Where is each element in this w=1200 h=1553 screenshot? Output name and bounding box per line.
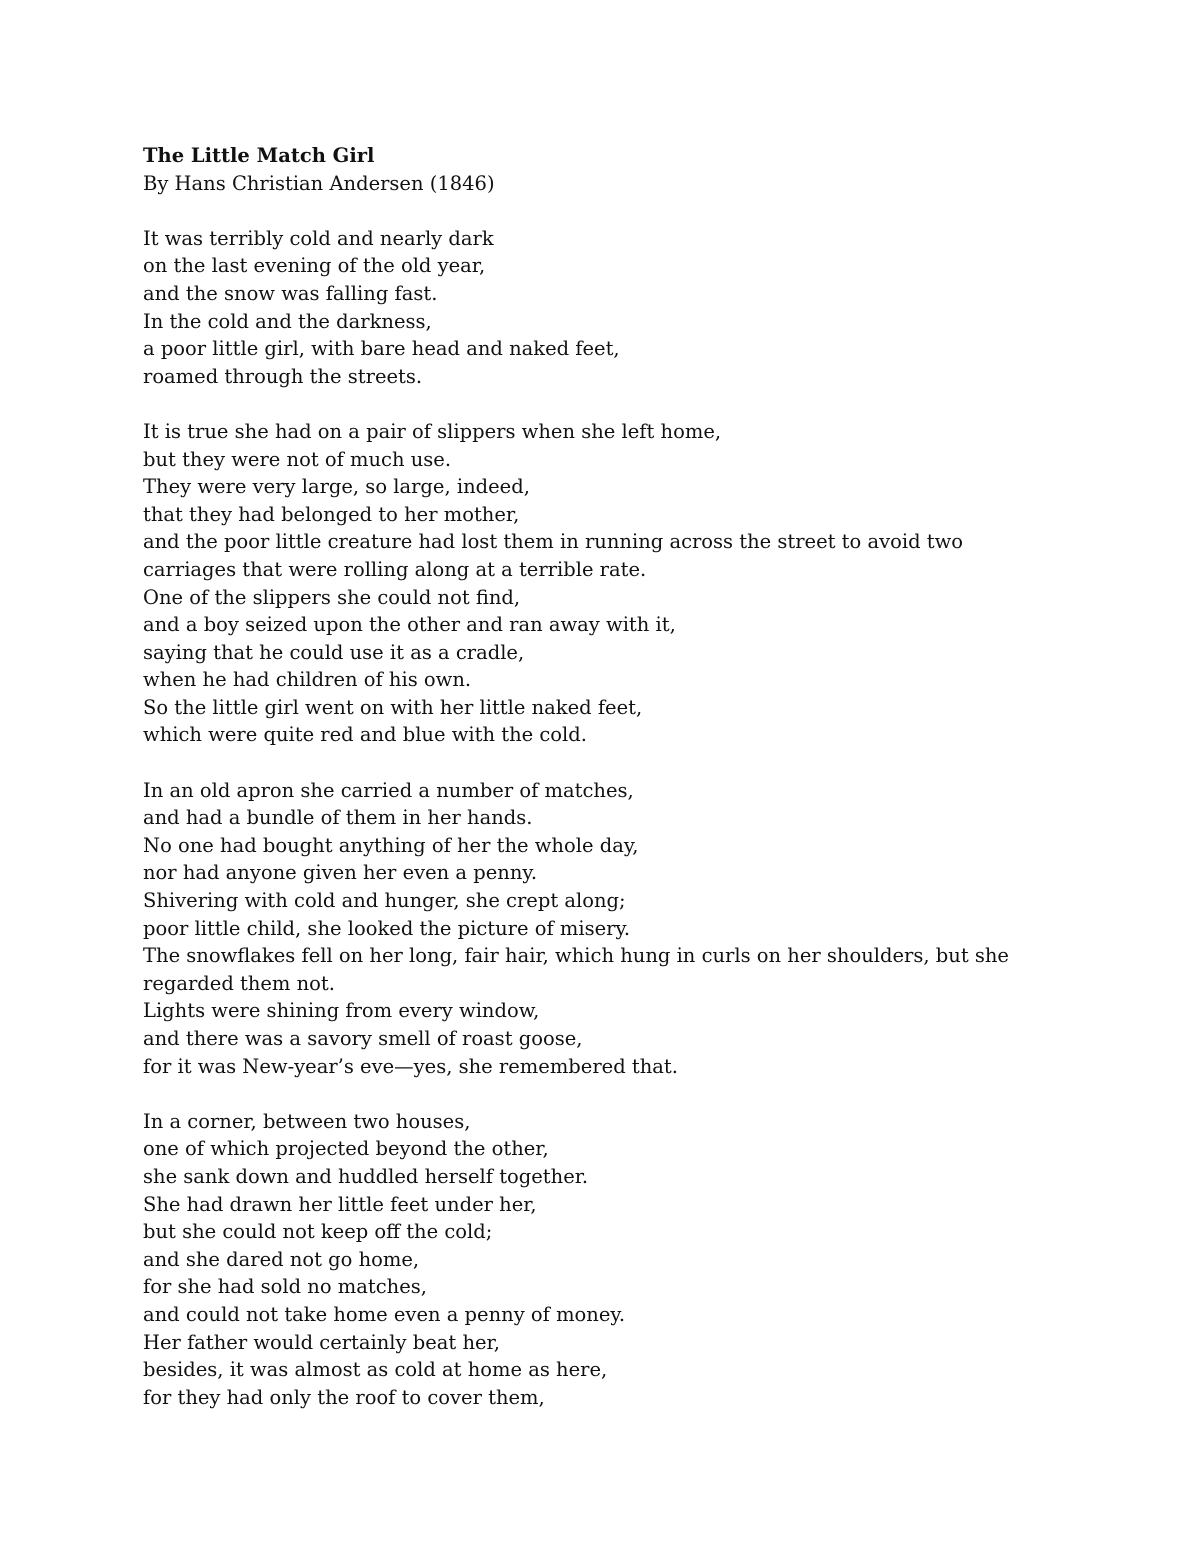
text-line: It was terribly cold and nearly dark [143, 226, 494, 250]
text-line: that they had belonged to her mother, [143, 502, 520, 526]
text-line: She had drawn her little feet under her, [143, 1192, 537, 1216]
text-line: regarded them not. [143, 971, 335, 995]
text-line: one of which projected beyond the other, [143, 1137, 549, 1161]
text-line: carriages that were rolling along at a terrible rate. [143, 557, 647, 581]
text-line: In the cold and the darkness, [143, 309, 432, 333]
text-line: for they had only the roof to cover them, [143, 1385, 545, 1409]
text-line: and could not take home even a penny of money. [143, 1302, 626, 1326]
text-line: It is true she had on a pair of slippers when she left home, [143, 419, 722, 443]
text-line: They were very large, so large, indeed, [143, 475, 530, 499]
text-line: Lights were shining from every window, [143, 999, 540, 1023]
text-line: for she had sold no matches, [143, 1275, 427, 1299]
text-line: The snowflakes fell on her long, fair hair, which hung in curls on her shoulders, but she [143, 944, 1009, 968]
document-byline: By Hans Christian Andersen (1846) [143, 171, 495, 195]
text-line: So the little girl went on with her little naked feet, [143, 695, 643, 719]
stanza-3 [143, 777, 1143, 1081]
text-line: and had a bundle of them in her hands. [143, 806, 533, 830]
text-line: nor had anyone given her even a penny. [143, 861, 538, 885]
text-line: Her father would certainly beat her, [143, 1330, 500, 1354]
text-line: but she could not keep off the cold; [143, 1220, 493, 1244]
text-line: but they were not of much use. [143, 447, 452, 471]
stanza-2 [143, 418, 1143, 749]
stanza-1 [143, 225, 1143, 391]
text-line: she sank down and huddled herself together. [143, 1164, 589, 1188]
text-line: roamed through the streets. [143, 364, 423, 388]
text-line: saying that he could use it as a cradle, [143, 640, 525, 664]
text-line: and she dared not go home, [143, 1247, 420, 1271]
stanza-4 [143, 1108, 1143, 1412]
text-line: when he had children of his own. [143, 668, 472, 692]
text-line: and there was a savory smell of roast goose, [143, 1027, 583, 1050]
text-line: a poor little girl, with bare head and naked feet, [143, 337, 620, 361]
text-line: poor little child, she looked the picture of misery. [143, 916, 631, 940]
text-line: One of the slippers she could not find, [143, 585, 521, 609]
text-line: Shivering with cold and hunger, she crept along; [143, 889, 626, 913]
text-line: on the last evening of the old year, [143, 254, 486, 278]
document-title: The Little Match Girl [143, 144, 375, 167]
text-line: In an old apron she carried a number of matches, [143, 778, 634, 802]
text-line: and the poor little creature had lost them in running across the street to avoid two [143, 530, 964, 554]
document-body [143, 142, 1143, 1411]
text-line: No one had bought anything of her the whole day, [143, 833, 639, 857]
text-line: and a boy seized upon the other and ran away with it, [143, 613, 676, 637]
text-line: In a corner, between two houses, [143, 1109, 471, 1133]
text-line: besides, it was almost as cold at home as here, [143, 1358, 608, 1382]
text-line: and the snow was falling fast. [143, 281, 438, 305]
text-line: for it was New-year’s eve—yes, she remembered that. [143, 1054, 678, 1078]
text-line: which were quite red and blue with the cold. [143, 723, 587, 747]
